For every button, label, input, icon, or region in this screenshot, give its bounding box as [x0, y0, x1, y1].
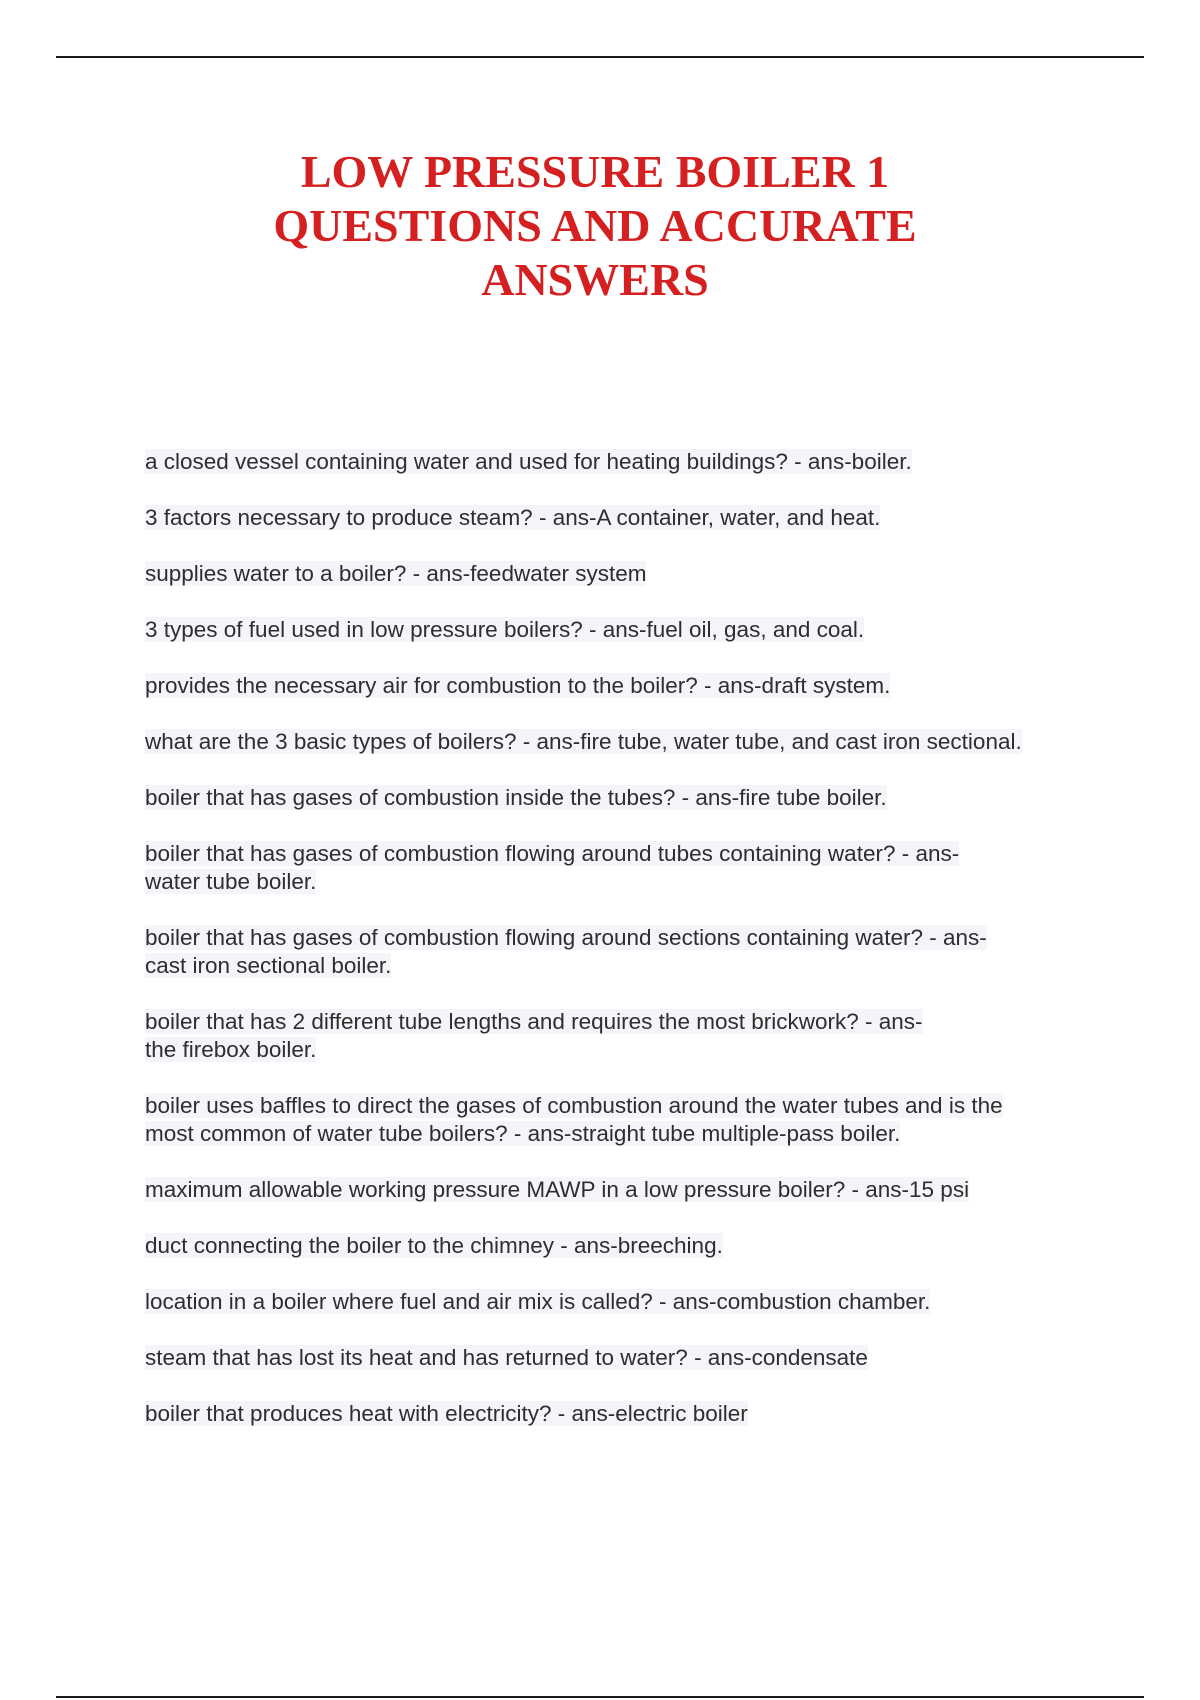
qa-item — [145, 1092, 1095, 1148]
qa-item — [145, 616, 1095, 644]
top-rule — [56, 56, 1144, 58]
qa-item — [145, 1344, 1095, 1372]
qa-item — [145, 1400, 1095, 1428]
qa-text: 3 factors necessary to produce steam? - ans-A container, water, and heat. — [145, 505, 881, 530]
qa-text: maximum allowable working pressure MAWP in a low pressure boiler? - ans-15 psi — [145, 1177, 970, 1202]
qa-item — [145, 840, 1095, 896]
qa-line — [145, 1400, 1095, 1428]
qa-item — [145, 1176, 1095, 1204]
qa-item — [145, 1288, 1095, 1316]
qa-line — [145, 840, 1095, 868]
qa-text: a closed vessel containing water and used for heating buildings? - ans-boiler. — [145, 449, 912, 474]
qa-text: supplies water to a boiler? - ans-feedwater system — [145, 561, 647, 586]
qa-text: boiler that has gases of combustion flowing around tubes containing water? - ans- — [145, 841, 960, 866]
qa-line — [145, 952, 1095, 980]
qa-line — [145, 1232, 1095, 1260]
qa-line — [145, 672, 1095, 700]
qa-line — [145, 1288, 1095, 1316]
qa-line — [145, 1008, 1095, 1036]
qa-text: location in a boiler where fuel and air mix is called? - ans-combustion chamber. — [145, 1289, 931, 1314]
qa-text: provides the necessary air for combustion to the boiler? - ans-draft system. — [145, 673, 891, 698]
qa-text: boiler that has 2 different tube lengths and requires the most brickwork? - ans- — [145, 1009, 923, 1034]
qa-text: water tube boiler. — [145, 869, 317, 894]
qa-text: cast iron sectional boiler. — [145, 953, 392, 978]
qa-text: boiler uses baffles to direct the gases of combustion around the water tubes and is the — [145, 1093, 1003, 1118]
qa-line — [145, 560, 1095, 588]
qa-item — [145, 728, 1095, 756]
qa-text: what are the 3 basic types of boilers? - ans-fire tube, water tube, and cast iron sectional. — [145, 729, 1022, 754]
qa-text: steam that has lost its heat and has returned to water? - ans-condensate — [145, 1345, 868, 1370]
qa-text: boiler that has gases of combustion flowing around sections containing water? - ans- — [145, 925, 987, 950]
qa-line — [145, 1344, 1095, 1372]
qa-text: most common of water tube boilers? - ans-straight tube multiple-pass boiler. — [145, 1121, 901, 1146]
qa-line — [145, 1092, 1095, 1120]
qa-text: 3 types of fuel used in low pressure boilers? - ans-fuel oil, gas, and coal. — [145, 617, 865, 642]
qa-line — [145, 448, 1095, 476]
qa-item — [145, 1232, 1095, 1260]
qa-line — [145, 1176, 1095, 1204]
qa-line — [145, 924, 1095, 952]
title-line: QUESTIONS AND ACCURATE — [273, 200, 917, 251]
qa-item — [145, 504, 1095, 532]
qa-line — [145, 616, 1095, 644]
qa-text: the firebox boiler. — [145, 1037, 317, 1062]
qa-item — [145, 672, 1095, 700]
qa-item — [145, 1008, 1095, 1064]
title-line: ANSWERS — [481, 254, 709, 305]
qa-line — [145, 728, 1095, 756]
qa-line — [145, 868, 1095, 896]
qa-text: boiler that produces heat with electricity? - ans-electric boiler — [145, 1401, 748, 1426]
qa-item — [145, 448, 1095, 476]
qa-line — [145, 1120, 1095, 1148]
document-title — [200, 145, 990, 307]
qa-line — [145, 1036, 1095, 1064]
qa-text: duct connecting the boiler to the chimney - ans-breeching. — [145, 1233, 723, 1258]
title-line: LOW PRESSURE BOILER 1 — [300, 146, 890, 197]
qa-line — [145, 504, 1095, 532]
qa-item — [145, 784, 1095, 812]
qa-item — [145, 924, 1095, 980]
qa-item — [145, 560, 1095, 588]
bottom-rule — [56, 1696, 1144, 1698]
qa-line — [145, 784, 1095, 812]
qa-text: boiler that has gases of combustion inside the tubes? - ans-fire tube boiler. — [145, 785, 887, 810]
qa-list — [145, 448, 1095, 1456]
